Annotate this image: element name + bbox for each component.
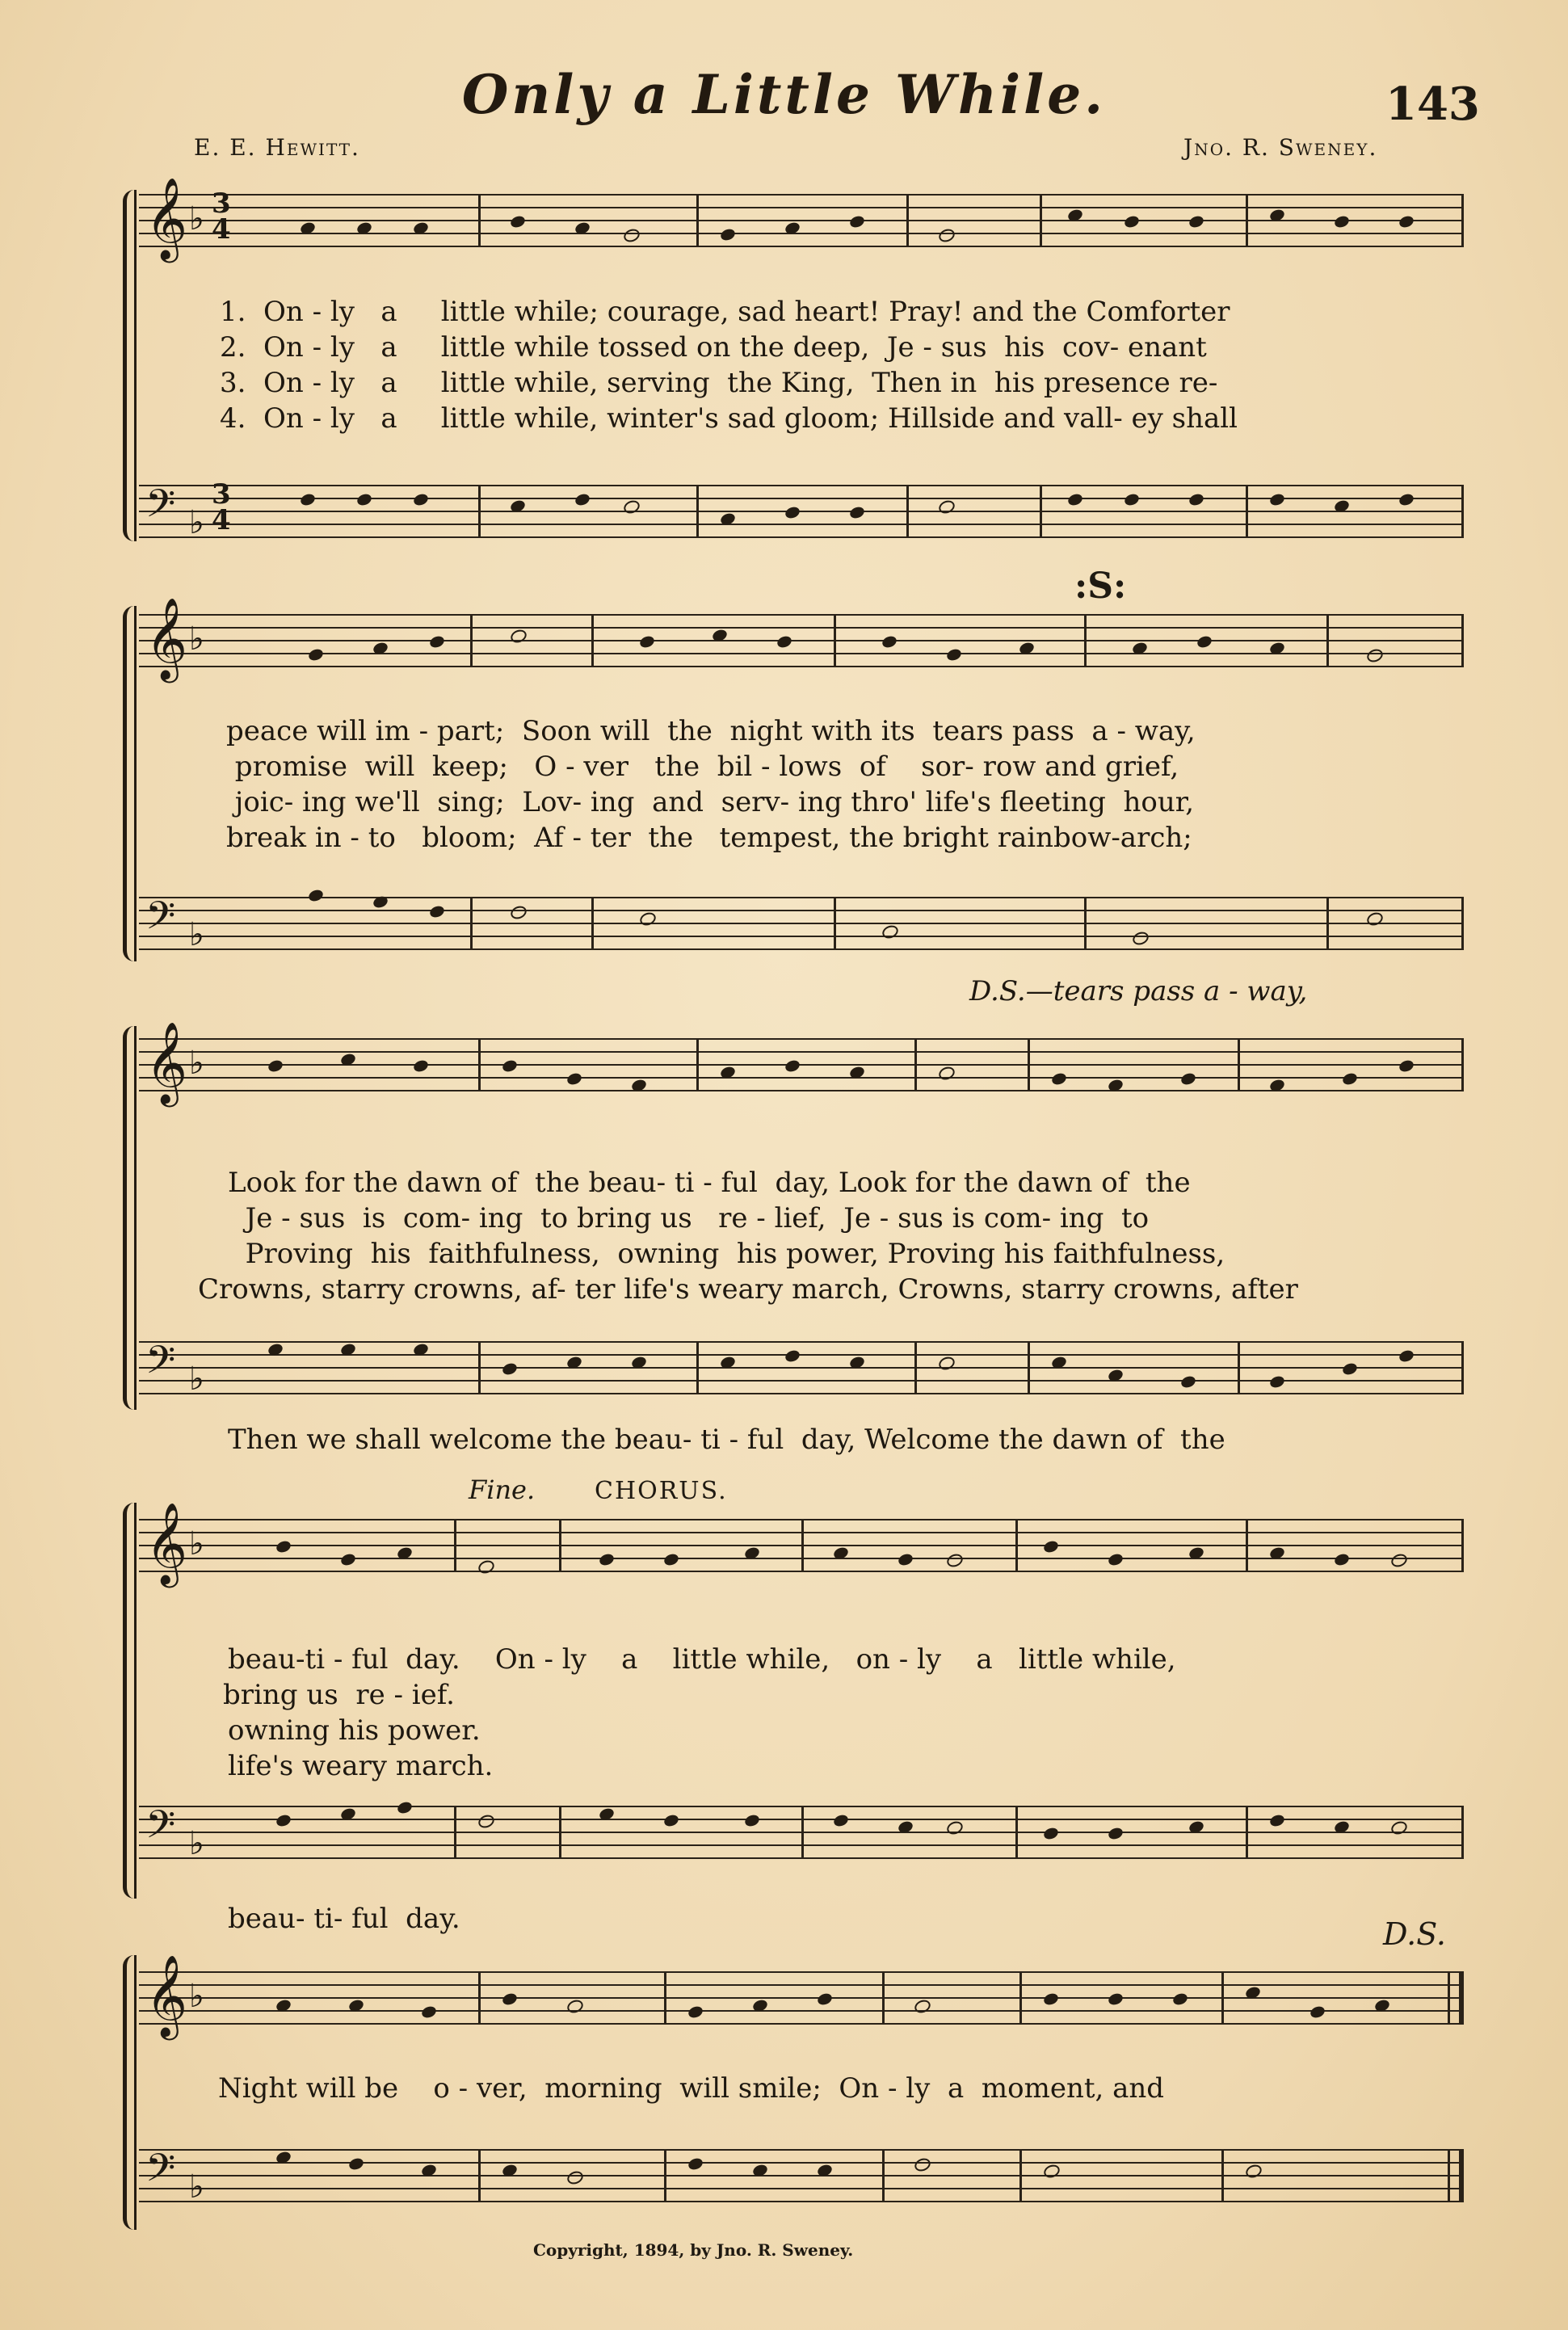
treble-staff bbox=[139, 1501, 1464, 1584]
lyric-verse-4: life's weary march. bbox=[228, 1750, 494, 1782]
bass-clef-icon: 𝄢 bbox=[145, 1337, 176, 1392]
flat-icon: ♭ bbox=[189, 1361, 204, 1398]
treble-staff bbox=[139, 596, 1464, 679]
time-signature: 3 4 bbox=[212, 478, 231, 536]
flat-icon: ♭ bbox=[189, 1978, 204, 2015]
treble-staff bbox=[139, 176, 1464, 259]
hymn-title: Only a Little While. bbox=[461, 63, 1107, 126]
treble-clef-icon: 𝄞 bbox=[145, 176, 188, 259]
system-line bbox=[134, 606, 137, 961]
treble-clef-icon: 𝄞 bbox=[145, 1020, 188, 1104]
bass-staff bbox=[139, 2145, 1464, 2206]
flat-icon: ♭ bbox=[189, 2168, 204, 2206]
bass-clef-icon: 𝄢 bbox=[145, 1802, 176, 1857]
segno-mark: :S: bbox=[1074, 566, 1127, 607]
treble-clef-icon: 𝄞 bbox=[145, 1501, 188, 1584]
flat-icon: ♭ bbox=[189, 504, 204, 541]
lyric-verse-4: 4. On - ly a little while, winter's sad gloom; Hillside and vall- ey shall bbox=[220, 402, 1238, 435]
flat-icon: ♭ bbox=[189, 1045, 204, 1082]
system-line bbox=[134, 190, 137, 541]
system-line bbox=[134, 1955, 137, 2230]
bass-staff bbox=[139, 1802, 1464, 1862]
bass-staff bbox=[139, 1337, 1464, 1398]
system-line bbox=[134, 1503, 137, 1899]
composer: Jno. R. Sweney. bbox=[1183, 134, 1378, 161]
bass-staff bbox=[139, 478, 1464, 541]
treble-clef-icon: 𝄞 bbox=[145, 596, 188, 679]
lyric-verse-4: Crowns, starry crowns, af- ter life's weary march, Crowns, starry crowns, after bbox=[198, 1273, 1298, 1306]
lyric-verse-1: Look for the dawn of the beau- ti - ful day, Look for the dawn of the bbox=[228, 1167, 1191, 1199]
time-signature: 3 4 bbox=[212, 187, 231, 246]
lyric-verse-1: Night will be o - ver, morning will smile; On - ly a moment, and bbox=[218, 2072, 1165, 2105]
flat-icon: ♭ bbox=[189, 916, 204, 953]
system-line bbox=[134, 1026, 137, 1410]
lyric-verse-3: Proving his faithfulness, owning his power, Proving his faithfulness, bbox=[228, 1238, 1225, 1270]
lyric-verse-1: beau-ti - ful day. On - ly a little while, on - ly a little while, bbox=[228, 1643, 1176, 1676]
lyric-verse-2: 2. On - ly a little while tossed on the deep, Je - sus his cov- enant bbox=[220, 331, 1207, 364]
lyric-verse-2: bring us re - ief. bbox=[223, 1679, 455, 1711]
lyricist: E. E. Hewitt. bbox=[194, 134, 360, 161]
flat-icon: ♭ bbox=[189, 620, 204, 658]
lyric-bass: beau- ti- ful day. bbox=[228, 1903, 460, 1935]
lyric-verse-3: owning his power. bbox=[228, 1714, 481, 1747]
page-number: 143 bbox=[1385, 78, 1480, 131]
bass-staff bbox=[139, 893, 1464, 953]
treble-clef-icon: 𝄞 bbox=[145, 1954, 188, 2037]
lyric-verse-1: peace will im - part; Soon will the night with its tears pass a - way, bbox=[226, 715, 1196, 747]
fine-mark: Fine. bbox=[469, 1474, 536, 1505]
bass-clef-icon: 𝄢 bbox=[145, 2145, 176, 2200]
lyric-verse-4: break in - to bloom; Af - ter the tempest, the bright rainbow-arch; bbox=[226, 822, 1192, 854]
bass-clef-icon: 𝄢 bbox=[145, 893, 176, 948]
lyric-bass: Then we shall welcome the beau- ti - ful day, Welcome the dawn of the bbox=[228, 1424, 1225, 1456]
ds-mark: D.S. bbox=[1383, 1916, 1446, 1952]
copyright-line: Copyright, 1894, by Jno. R. Sweney. bbox=[533, 2240, 854, 2260]
ds-tag: D.S.—tears pass a - way, bbox=[969, 975, 1308, 1007]
lyric-verse-2: Je - sus is com- ing to bring us re - lief, Je - sus is com- ing to bbox=[228, 1202, 1150, 1234]
chorus-label: CHORUS. bbox=[595, 1477, 728, 1505]
lyric-verse-3: joic- ing we'll sing; Lov- ing and serv- ing thro' life's fleeting hour, bbox=[226, 786, 1195, 818]
bass-clef-icon: 𝄢 bbox=[145, 481, 176, 536]
lyric-verse-1: 1. On - ly a little while; courage, sad heart! Pray! and the Comforter bbox=[220, 296, 1230, 328]
treble-staff bbox=[139, 1020, 1464, 1104]
flat-icon: ♭ bbox=[189, 1825, 204, 1862]
lyric-verse-2: promise will keep; O - ver the bil - lows of sor- row and grief, bbox=[226, 751, 1179, 783]
lyric-verse-3: 3. On - ly a little while, serving the King, Then in his presence re- bbox=[220, 367, 1218, 399]
treble-staff bbox=[139, 1954, 1464, 2037]
flat-icon: ♭ bbox=[189, 200, 204, 238]
flat-icon: ♭ bbox=[189, 1525, 204, 1562]
